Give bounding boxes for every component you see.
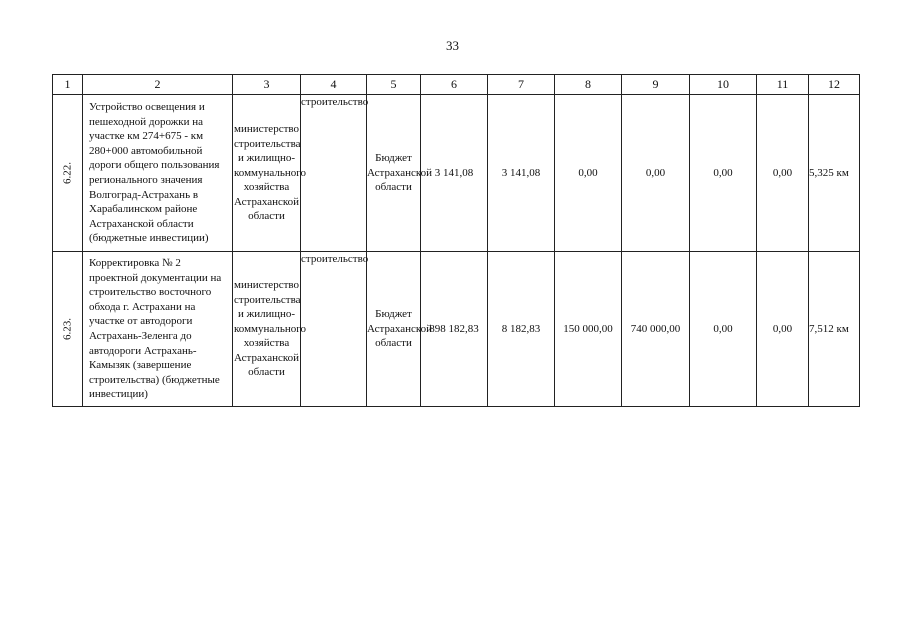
row-number: 6.22. <box>53 95 83 252</box>
value-cell: 3 141,08 <box>488 95 555 252</box>
header-cell: 5 <box>367 75 421 95</box>
work-type: строительство <box>301 252 367 407</box>
capacity-cell: 7,512 км <box>809 252 860 407</box>
funding-source: Бюджет Астраханской области <box>367 252 421 407</box>
responsible-org: министерство строительства и жилищно- коммунального хозяйства Астраханской области <box>233 252 301 407</box>
table-row <box>53 95 860 252</box>
value-cell: 740 000,00 <box>622 252 690 407</box>
object-name: Корректировка № 2 проектной документации на строительство восточного обхода г. Астрахани на участке от автодороги Астрахань-Зеленга до автодороги Астрахань-Камызяк (завершение строительства) (бюджетные инвестиции) <box>83 252 233 407</box>
header-cell: 2 <box>83 75 233 95</box>
header-cell: 3 <box>233 75 301 95</box>
value-cell: 898 182,83 <box>421 252 488 407</box>
value-cell: 0,00 <box>690 95 757 252</box>
header-cell: 7 <box>488 75 555 95</box>
header-cell: 6 <box>421 75 488 95</box>
value-cell: 0,00 <box>757 252 809 407</box>
value-cell: 0,00 <box>555 95 622 252</box>
value-cell: 3 141,08 <box>421 95 488 252</box>
value-cell: 0,00 <box>757 95 809 252</box>
table-row <box>53 252 860 407</box>
header-cell: 11 <box>757 75 809 95</box>
header-cell: 1 <box>53 75 83 95</box>
header-row <box>53 75 860 95</box>
value-cell: 150 000,00 <box>555 252 622 407</box>
header-cell: 12 <box>809 75 860 95</box>
header-cell: 9 <box>622 75 690 95</box>
value-cell: 0,00 <box>690 252 757 407</box>
responsible-org: министерство строительства и жилищно- коммунального хозяйства Астраханской области <box>233 95 301 252</box>
value-cell: 8 182,83 <box>488 252 555 407</box>
header-cell: 8 <box>555 75 622 95</box>
page-number: 33 <box>446 38 459 53</box>
data-table <box>52 74 860 407</box>
header-cell: 10 <box>690 75 757 95</box>
work-type: строительство <box>301 95 367 252</box>
capacity-cell: 5,325 км <box>809 95 860 252</box>
header-cell: 4 <box>301 75 367 95</box>
row-number: 6.23. <box>53 252 83 407</box>
value-cell: 0,00 <box>622 95 690 252</box>
funding-source: Бюджет Астраханской области <box>367 95 421 252</box>
object-name: Устройство освещения и пешеходной дорожки на участке км 274+675 - км 280+000 автомобильной дороги общего пользования регионального значения Волгоград-Астрахань в Харабалинском районе Астраханской области (бюджетные инвестиции) <box>83 95 233 252</box>
